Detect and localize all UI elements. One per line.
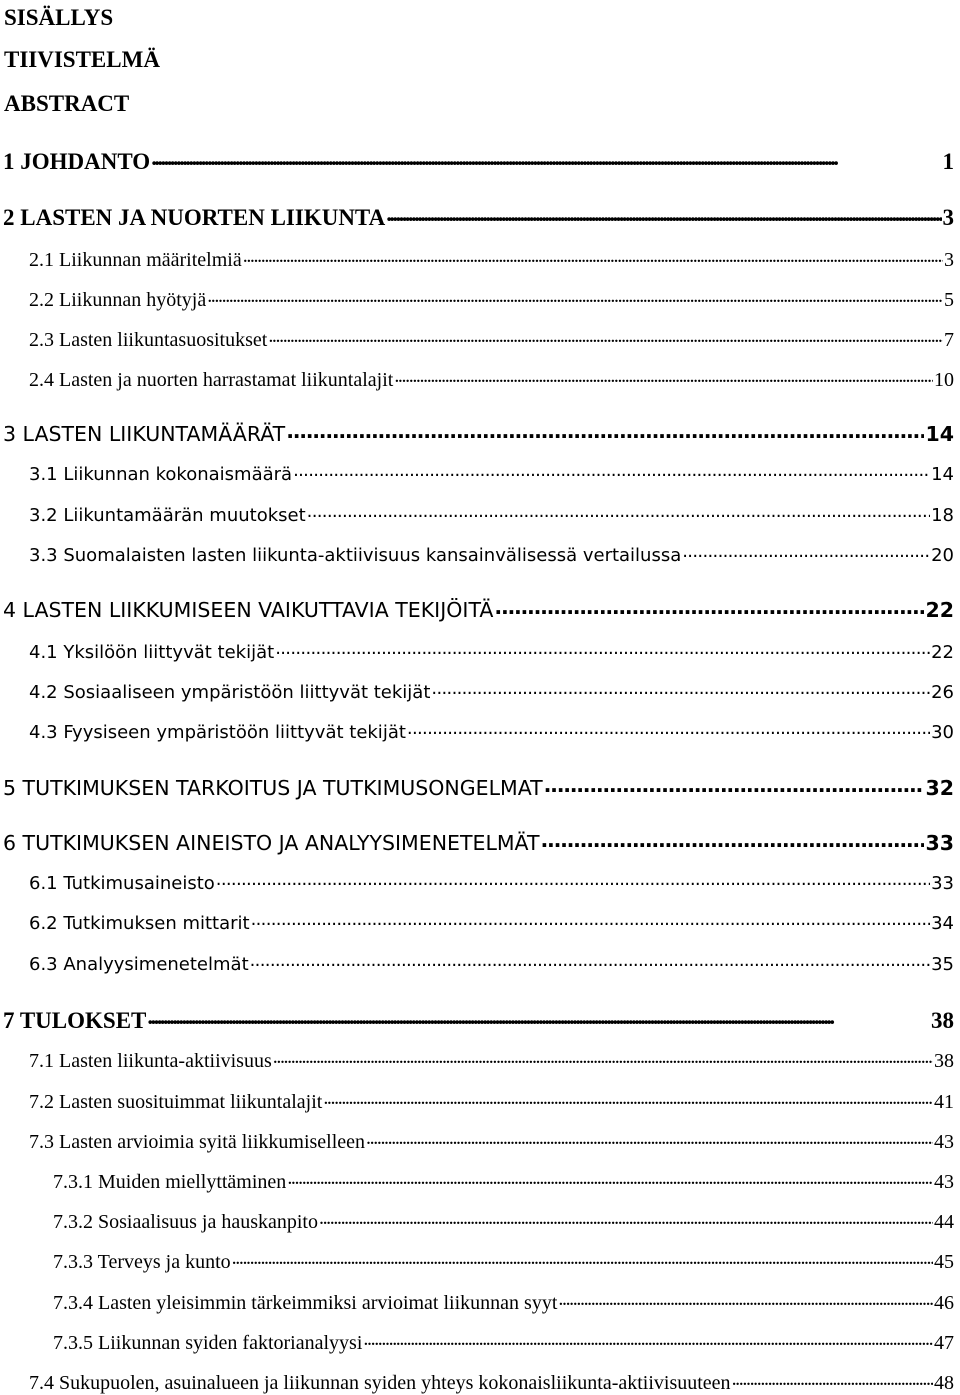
toc-entry[interactable]: [0, 640, 954, 665]
toc-dot-leader: [386, 202, 941, 225]
toc-entry[interactable]: [0, 829, 954, 857]
toc-entry-page: 38: [934, 1050, 954, 1072]
toc-entry[interactable]: [0, 1128, 954, 1154]
toc-entry-title: 6.2 Tutkimuksen mittarit: [29, 913, 250, 934]
toc-entry-title: 7.2 Lasten suosituimmat liikuntalajit: [29, 1091, 323, 1113]
toc-dot-leader: [286, 421, 924, 442]
toc-entry[interactable]: [0, 774, 954, 802]
toc-entry-title: 2 LASTEN JA NUORTEN LIIKUNTA: [3, 205, 386, 230]
toc-entry[interactable]: [0, 1369, 954, 1395]
toc-dot-leader: [147, 1005, 930, 1028]
toc-entry-title: 6.3 Analyysimenetelmät: [29, 954, 249, 975]
toc-dot-leader: [268, 326, 943, 346]
toc-entry-title: 7.3.4 Lasten yleisimmin tärkeimmiksi arvioimat liikunnan syyt: [53, 1292, 558, 1314]
toc-entry[interactable]: [0, 462, 954, 487]
toc-dot-leader: [307, 503, 930, 521]
toc-dot-leader: [494, 597, 924, 618]
toc-dot-leader: [363, 1329, 933, 1349]
toc-entry-page: 30: [931, 722, 954, 743]
toc-entry[interactable]: [0, 1047, 954, 1073]
toc-dot-leader: [323, 1088, 933, 1108]
toc-entry-page: 38: [931, 1008, 954, 1033]
toc-entry[interactable]: [0, 1329, 954, 1355]
toc-entry[interactable]: [0, 503, 954, 528]
toc-entry-page: 26: [931, 682, 954, 703]
toc-entry-page: 18: [931, 505, 954, 526]
toc-dot-leader: [243, 246, 943, 266]
toc-dot-leader: [207, 286, 943, 306]
toc-dot-leader: [275, 640, 930, 658]
toc-entry-page: 3: [942, 205, 954, 230]
toc-entry-page: 20: [931, 545, 954, 566]
toc-entry-title: 3 LASTEN LIIKUNTAMÄÄRÄT: [3, 422, 286, 446]
toc-entry-page: 47: [934, 1332, 954, 1354]
toc-entry-title: 2.1 Liikunnan määritelmiä: [29, 249, 242, 271]
toc-dot-leader: [287, 1168, 933, 1188]
toc-entry[interactable]: [0, 246, 954, 272]
toc-entry-page: 43: [934, 1171, 954, 1193]
toc-entry[interactable]: [0, 202, 954, 232]
toc-entry-title: 4 LASTEN LIIKKUMISEEN VAIKUTTAVIA TEKIJÖITÄ: [3, 598, 494, 622]
toc-entry-title: 7.3.5 Liikunnan syiden faktorianalyysi: [53, 1332, 363, 1354]
toc-entry-page: 43: [934, 1131, 954, 1153]
toc-entry-title: 7.3 Lasten arvioimia syitä liikkumiselleen: [29, 1131, 366, 1153]
toc-entry[interactable]: [0, 1168, 954, 1194]
toc-entry[interactable]: [0, 286, 954, 312]
toc-entry[interactable]: [0, 680, 954, 705]
toc-entry-page: 5: [944, 289, 954, 311]
toc-entry[interactable]: [0, 952, 954, 977]
toc-entry[interactable]: [0, 1208, 954, 1234]
toc-entry-title: 1 JOHDANTO: [3, 149, 151, 174]
toc-dot-leader: [232, 1248, 933, 1268]
toc-dot-leader: [251, 911, 931, 929]
toc-entry-page: 1: [942, 149, 954, 174]
toc-dot-leader: [544, 775, 925, 796]
toc-entry-title: 4.2 Sosiaaliseen ympäristöön liittyvät tekijät: [29, 682, 431, 703]
toc-entry-page: 45: [934, 1251, 954, 1273]
toc-dot-leader: [558, 1289, 933, 1309]
toc-entry[interactable]: [0, 146, 954, 176]
toc-entry-title: 7.3.2 Sosiaalisuus ja hauskanpito: [53, 1211, 318, 1233]
toc-entry-title: 4.1 Yksilöön liittyvät tekijät: [29, 642, 275, 663]
toc-dot-leader: [319, 1208, 933, 1228]
toc-entry[interactable]: [0, 1088, 954, 1114]
toc-dot-leader: [151, 146, 941, 169]
toc-entry[interactable]: [0, 1005, 954, 1035]
toc-dot-leader: [431, 680, 930, 698]
toc-dot-leader: [250, 952, 930, 970]
toc-entry-title: 7.4 Sukupuolen, asuinalueen ja liikunnan syiden yhteys kokonaisliikunta-aktiivisuuteen: [29, 1372, 731, 1394]
toc-entry-page: 44: [934, 1211, 954, 1233]
toc-entry[interactable]: [0, 1248, 954, 1274]
toc-entry-page: 41: [934, 1091, 954, 1113]
toc-entry[interactable]: [0, 596, 954, 624]
toc-entry-title: 3.2 Liikuntamäärän muutokset: [29, 505, 306, 526]
toc-entry-title: 7.1 Lasten liikunta-aktiivisuus: [29, 1050, 272, 1072]
toc-entry-page: 34: [931, 913, 954, 934]
toc-dot-leader: [366, 1128, 933, 1148]
toc-entry-page: 14: [931, 464, 954, 485]
toc-entry-page: 33: [925, 831, 954, 855]
toc-entry[interactable]: [0, 543, 954, 568]
toc-dot-leader: [216, 871, 930, 889]
toc-entry-title: 6.1 Tutkimusaineisto: [29, 873, 215, 894]
toc-entry-title: 7 TULOKSET: [3, 1008, 147, 1033]
toc-entry-title: 7.3.1 Muiden miellyttäminen: [53, 1171, 287, 1193]
toc-entry-page: 7: [944, 329, 954, 351]
toc-entry-title: 2.4 Lasten ja nuorten harrastamat liikuntalajit: [29, 369, 394, 391]
toc-entry-page: 33: [931, 873, 954, 894]
toc-entry-page: 3: [944, 249, 954, 271]
toc-entry-page: 48: [934, 1372, 954, 1394]
toc-entry-page: 46: [934, 1292, 954, 1314]
toc-dot-leader: [394, 366, 933, 386]
toc-entry-page: 22: [931, 642, 954, 663]
toc-entry[interactable]: [0, 366, 954, 392]
toc-dot-leader: [682, 543, 930, 561]
toc-entry[interactable]: [0, 911, 954, 936]
toc-entry-title: 5 TUTKIMUKSEN TARKOITUS JA TUTKIMUSONGELMAT: [3, 776, 543, 800]
toc-entry-page: 32: [925, 776, 954, 800]
toc-entry[interactable]: [0, 326, 954, 352]
toc-entry-title: 2.3 Lasten liikuntasuositukset: [29, 329, 268, 351]
toc-entry-page: 10: [934, 369, 954, 391]
toc-entry-title: 7.3.3 Terveys ja kunto: [53, 1251, 231, 1273]
toc-entry-page: 14: [925, 422, 954, 446]
toc-dot-leader: [293, 462, 930, 480]
toc-entry[interactable]: [0, 720, 954, 745]
abstract-finnish-heading[interactable]: TIIVISTELMÄ: [4, 47, 160, 72]
toc-entry-title: 4.3 Fyysiseen ympäristöön liittyvät tekijät: [29, 722, 406, 743]
toc-entry-title: 2.2 Liikunnan hyötyjä: [29, 289, 207, 311]
toc-dot-leader: [541, 830, 925, 851]
toc-dot-leader: [407, 720, 930, 738]
toc-entry-title: 3.3 Suomalaisten lasten liikunta-aktiivisuus kansainvälisessä vertailussa: [29, 545, 682, 566]
toc-dot-leader: [732, 1369, 933, 1389]
toc-entry[interactable]: [0, 1289, 954, 1315]
contents-heading: SISÄLLYS: [4, 5, 114, 30]
toc-dot-leader: [273, 1047, 933, 1067]
toc-entry-page: 22: [925, 598, 954, 622]
toc-entry-title: 6 TUTKIMUKSEN AINEISTO JA ANALYYSIMENETELMÄT: [3, 831, 540, 855]
toc-entry-title: 3.1 Liikunnan kokonaismäärä: [29, 464, 293, 485]
toc-entry[interactable]: [0, 871, 954, 896]
toc-entry-page: 35: [931, 954, 954, 975]
toc-entry[interactable]: [0, 420, 954, 448]
abstract-english-heading[interactable]: ABSTRACT: [4, 91, 130, 116]
